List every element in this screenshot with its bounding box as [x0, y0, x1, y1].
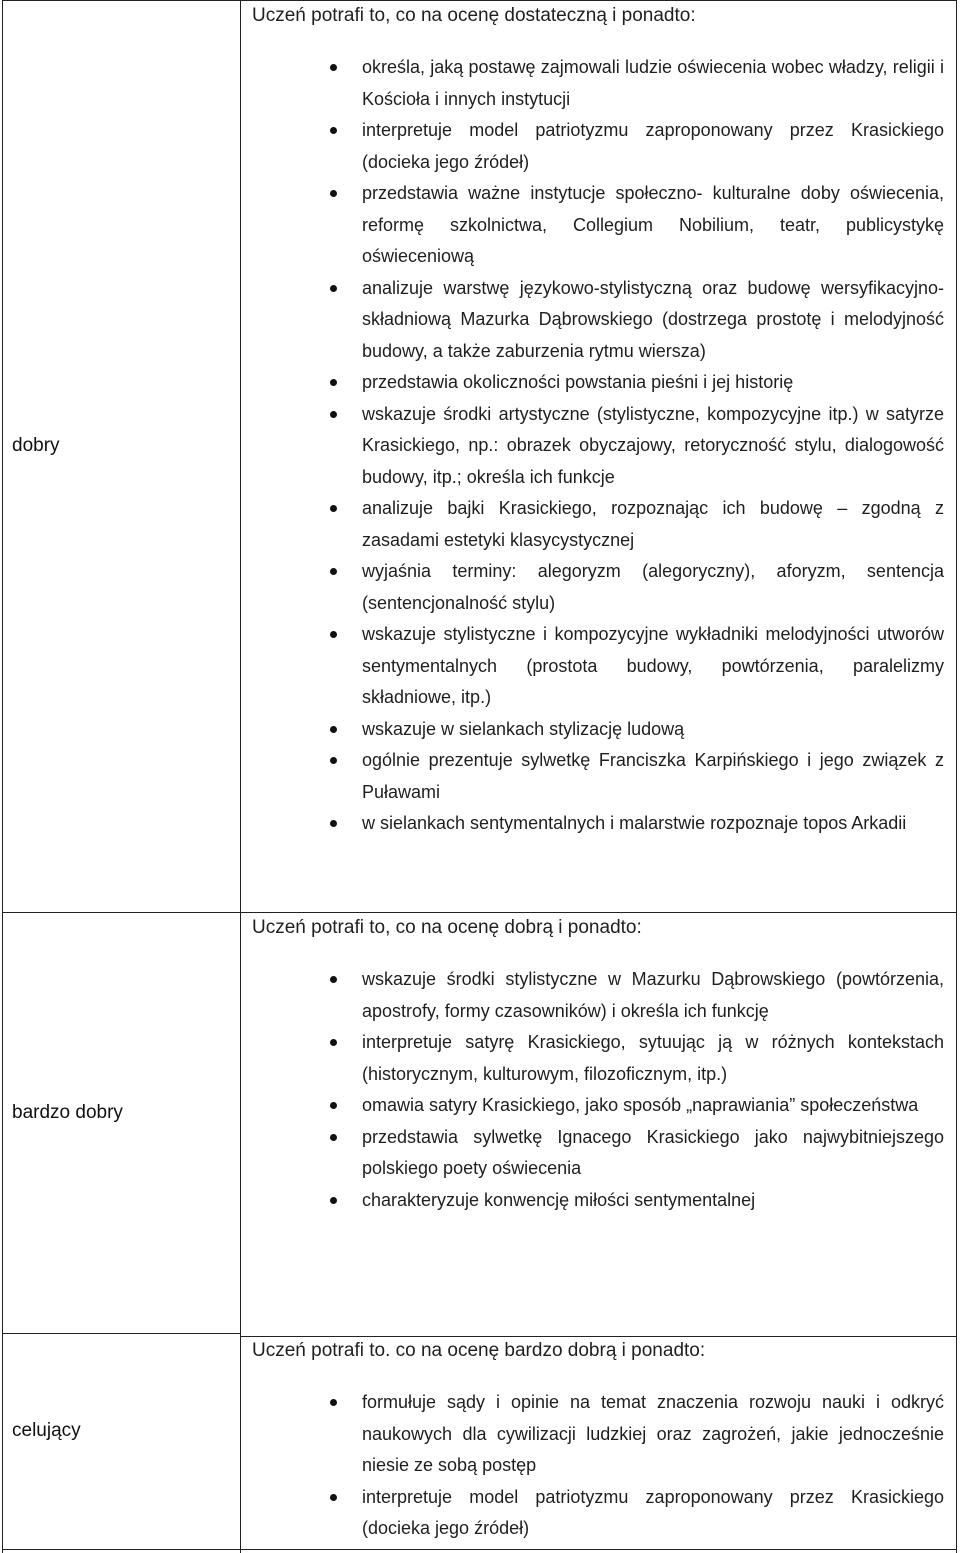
row-header-celujacy: Uczeń potrafi to. co na ocenę bardzo dobrą i ponadto:	[252, 1340, 706, 1361]
list-item: formułuje sądy i opinie na temat znaczenia rozwoju nauki i odkryć naukowych dla cywilizacji ludzkiej oraz zagrożeń, jakie jednocześnie niesie ze sobą postęp	[326, 1387, 944, 1482]
list-item: charakteryzuje konwencję miłości sentymentalnej	[326, 1185, 944, 1217]
table-column-divider	[240, 0, 241, 1553]
grade-label-celujacy: celujący	[12, 1420, 81, 1441]
grade-label-dobry: dobry	[12, 435, 60, 456]
row-header-dobry: Uczeń potrafi to, co na ocenę dostateczną i ponadto:	[252, 5, 696, 26]
row-divider-2-left	[2, 1333, 240, 1334]
list-item: wyjaśnia terminy: alegoryzm (alegoryczny), aforyzm, sentencja (sentencjonalność stylu)	[326, 556, 944, 619]
list-item: ogólnie prezentuje sylwetkę Franciszka Karpińskiego i jego związek z Puławami	[326, 745, 944, 808]
list-item: interpretuje satyrę Krasickiego, sytuując ją w różnych kontekstach (historycznym, kulturowym, filozoficznym, itp.)	[326, 1027, 944, 1090]
list-item: wskazuje środki stylistyczne w Mazurku Dąbrowskiego (powtórzenia, apostrofy, formy czasowników) i określa ich funkcję	[326, 964, 944, 1027]
row-header-bardzo-dobry: Uczeń potrafi to, co na ocenę dobrą i ponadto:	[252, 917, 642, 938]
requirements-list-bardzo-dobry	[326, 964, 944, 1216]
table-border-left	[2, 0, 3, 1553]
list-item: w sielankach sentymentalnych i malarstwie rozpoznaje topos Arkadii	[326, 808, 944, 840]
row-divider-2-right	[240, 1336, 957, 1337]
list-item: omawia satyry Krasickiego, jako sposób „naprawiania” społeczeństwa	[326, 1090, 944, 1122]
table-border-top	[2, 0, 957, 1]
list-item: analizuje warstwę językowo-stylistyczną oraz budowę wersyfikacyjno-składniową Mazurka Dąbrowskiego (dostrzega prostotę i melodyjność budowy, a także zaburzenia rytmu wiersza)	[326, 273, 944, 368]
list-item: interpretuje model patriotyzmu zaproponowany przez Krasickiego (docieka jego źródeł)	[326, 115, 944, 178]
list-item: przedstawia sylwetkę Ignacego Krasickiego jako najwybitniejszego polskiego poety oświecenia	[326, 1122, 944, 1185]
list-item: analizuje bajki Krasickiego, rozpoznając ich budowę – zgodną z zasadami estetyki klasycystycznej	[326, 493, 944, 556]
list-item: przedstawia okoliczności powstania pieśni i jej historię	[326, 367, 944, 399]
requirements-list-celujacy	[326, 1387, 944, 1545]
requirements-list-dobry	[326, 52, 944, 840]
table-border-right	[956, 0, 957, 1553]
list-item: wskazuje środki artystyczne (stylistyczne, kompozycyjne itp.) w satyrze Krasickiego, np.: obrazek obyczajowy, retoryczność stylu, dialogowość budowy, itp.; określa ich funkcje	[326, 399, 944, 494]
list-item: interpretuje model patriotyzmu zaproponowany przez Krasickiego (docieka jego źródeł)	[326, 1482, 944, 1545]
table-border-bottom	[2, 1549, 957, 1550]
list-item: wskazuje stylistyczne i kompozycyjne wykładniki melodyjności utworów sentymentalnych (prostota budowy, powtórzenia, paralelizmy składniowe, itp.)	[326, 619, 944, 714]
list-item: przedstawia ważne instytucje społeczno- kulturalne doby oświecenia, reformę szkolnictwa, Collegium Nobilium, teatr, publicystykę oświeceniową	[326, 178, 944, 273]
list-item: wskazuje w sielankach stylizację ludową	[326, 714, 944, 746]
list-item: określa, jaką postawę zajmowali ludzie oświecenia wobec władzy, religii i Kościoła i innych instytucji	[326, 52, 944, 115]
grade-label-bardzo-dobry: bardzo dobry	[12, 1102, 123, 1123]
row-divider-1	[2, 912, 957, 913]
